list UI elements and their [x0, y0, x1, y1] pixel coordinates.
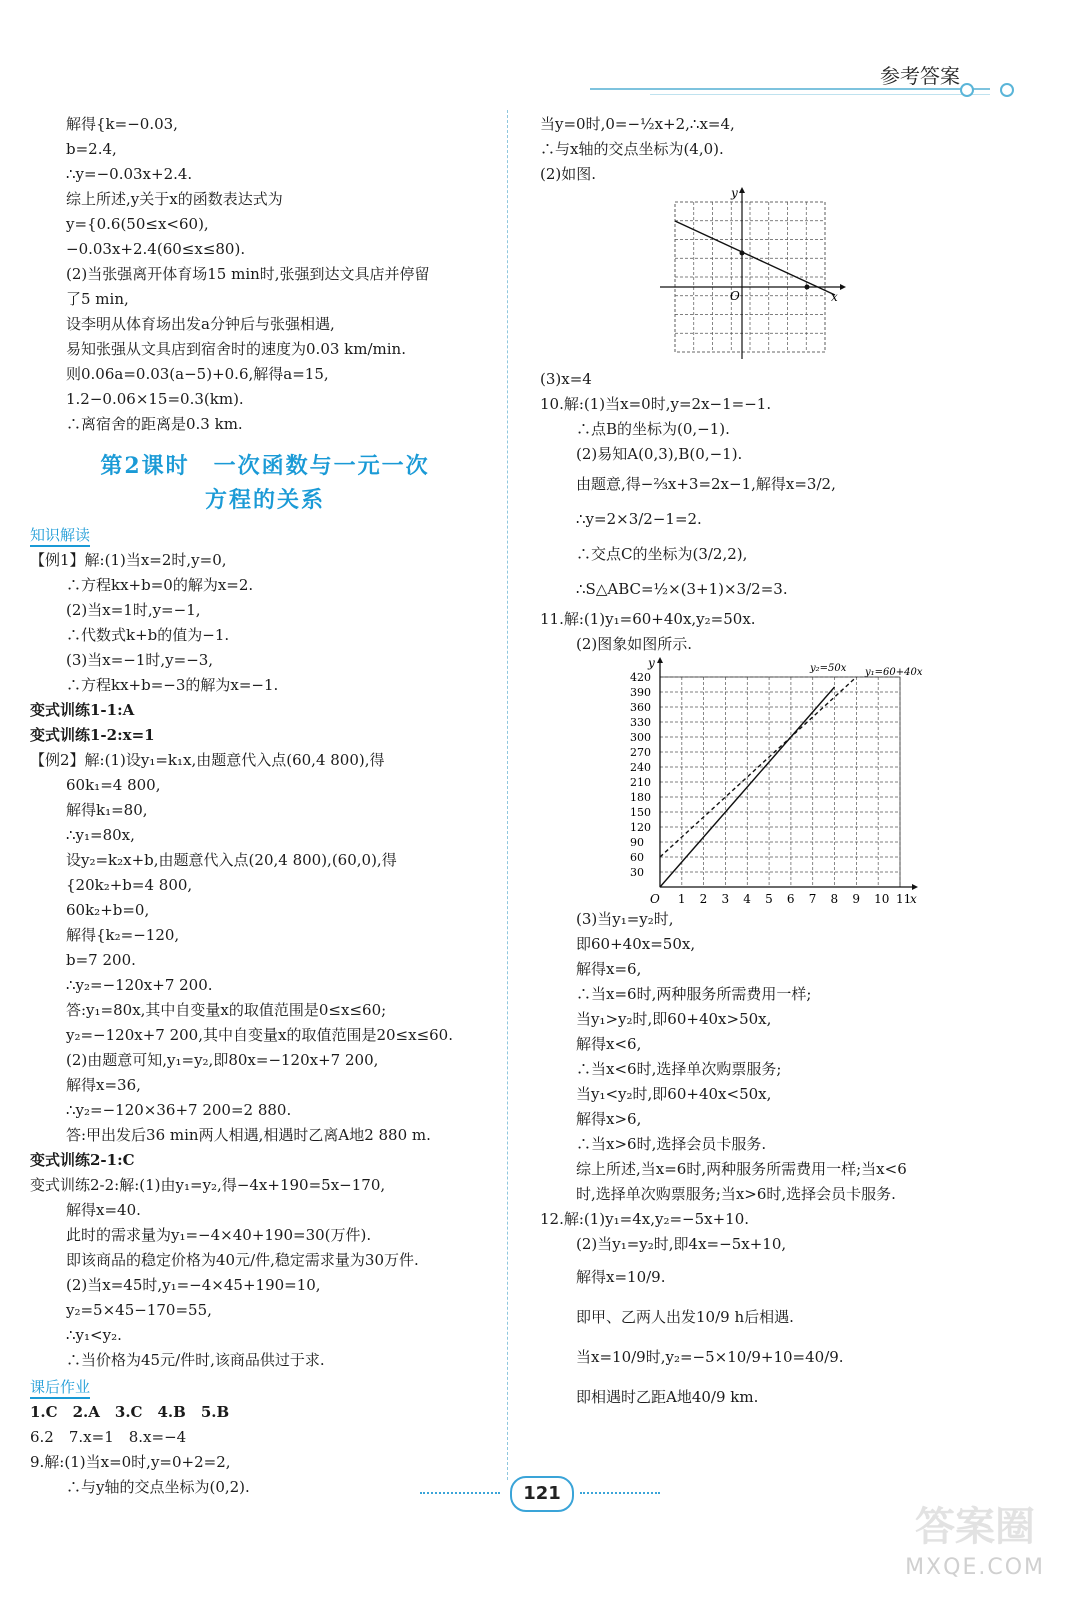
x-tick-label: 5: [765, 892, 773, 906]
text-line: 综上所述,y关于x的函数表达式为: [66, 190, 283, 208]
text-line: ∴当价格为45元/件时,该商品供过于求.: [66, 1351, 325, 1369]
page-number-label: 121: [510, 1476, 574, 1512]
text-line: y₂=−120x+7 200,其中自变量x的取值范围是20≤x≤60.: [66, 1026, 453, 1044]
cost-chart-svg: [615, 657, 935, 907]
text-line: 【例2】解:(1)设y₁=k₁x,由题意代入点(60,4 800),得: [30, 751, 385, 769]
text-line: b=2.4,: [66, 140, 117, 158]
text-line: 即该商品的稳定价格为40元/件,稳定需求量为30万件.: [66, 1251, 419, 1269]
text-line: 60k₂+b=0,: [66, 901, 150, 919]
text-line: 解得x<6,: [576, 1035, 642, 1053]
text-line: 当y₁<y₂时,即60+40x<50x,: [576, 1085, 772, 1103]
text-line: 【例1】解:(1)当x=2时,y=0,: [30, 551, 227, 569]
text-line: ∴与y轴的交点坐标为(0,2).: [66, 1478, 250, 1496]
column-divider: [507, 110, 508, 1480]
text-line: (2)当x=45时,y₁=−4×45+190=10,: [66, 1276, 321, 1294]
legend-label-y1: y₁=60+40x: [865, 667, 923, 678]
origin-label: O: [650, 892, 660, 906]
text-line: ∴离宿舍的距离是0.3 km.: [66, 415, 243, 433]
small-graph-svg: [655, 187, 855, 367]
text-line: (2)图象如图所示.: [576, 635, 693, 653]
text-line: 6.2 7.x=1 8.x=−4: [30, 1428, 187, 1446]
lesson-subtitle: 方程的关系: [204, 487, 325, 513]
text-line: 解得x=36,: [66, 1076, 141, 1094]
text-line: 变式训练1-2:x=1: [30, 726, 155, 744]
text-line: 解得{k₂=−120,: [66, 926, 180, 944]
text-line: 当x=10/9时,y₂=−5×10/9+10=40/9.: [576, 1348, 844, 1366]
text-line: ∴y₁<y₂.: [66, 1326, 122, 1344]
text-line: ∴当x=6时,两种服务所需费用一样;: [576, 985, 812, 1003]
text-line: ∴点B的坐标为(0,−1).: [576, 420, 730, 438]
text-line: (2)由题意可知,y₁=y₂,即80x=−120x+7 200,: [66, 1051, 379, 1069]
y-axis-label: y: [648, 657, 655, 670]
y-tick-label: 210: [630, 776, 651, 789]
text-line: 则0.06a=0.03(a−5)+0.6,解得a=15,: [66, 365, 329, 383]
text-line: (2)如图.: [540, 165, 597, 183]
text-line: 10.解:(1)当x=0时,y=2x−1=−1.: [540, 395, 772, 413]
x-axis-label: x: [910, 892, 917, 906]
y-tick-label: 150: [630, 806, 651, 819]
header-rule: [590, 88, 990, 90]
text-line: 变式训练2-2:解:(1)由y₁=y₂,得−4x+190=5x−170,: [30, 1176, 386, 1194]
text-line: 答:甲出发后36 min两人相遇,相遇时乙离A地2 880 m.: [66, 1126, 431, 1144]
text-line: 设y₂=k₂x+b,由题意代入点(20,4 800),(60,0),得: [66, 851, 397, 869]
text-line: 解得x=10/9.: [576, 1268, 666, 1286]
cost-chart: [540, 657, 1045, 907]
header-rule-thin: [650, 94, 990, 95]
y-tick-label: 180: [630, 791, 651, 804]
watermark-logo: 答案圈: [915, 1504, 1035, 1550]
text-line: 设李明从体育场出发a分钟后与张强相遇,: [66, 315, 335, 333]
y-tick-label: 300: [630, 731, 651, 744]
y-tick-label: 390: [630, 686, 651, 699]
y-tick-label: 60: [630, 851, 644, 864]
x-tick-label: 6: [786, 892, 795, 906]
y-axis-label: y: [731, 187, 738, 200]
text-line: (3)当y₁=y₂时,: [576, 910, 674, 928]
text-line: 了5 min,: [66, 290, 129, 308]
text-line: 易知张强从文具店到宿舍时的速度为0.03 km/min.: [66, 340, 406, 358]
y-tick-label: 30: [630, 866, 644, 879]
text-line: (3)当x=−1时,y=−3,: [66, 651, 214, 669]
text-line: ∴代数式k+b的值为−1.: [66, 626, 230, 644]
text-line: 变式训练2-1:C: [30, 1151, 135, 1169]
text-line: 1.C 2.A 3.C 4.B 5.B: [30, 1403, 230, 1421]
legend-label-y2: y₂=50x: [810, 663, 847, 674]
text-line: ∴当x>6时,选择会员卡服务.: [576, 1135, 767, 1153]
text-line: 即相遇时乙距A地40/9 km.: [576, 1388, 759, 1406]
y-tick-label: 240: [630, 761, 651, 774]
page-number-dots-right: [580, 1492, 660, 1494]
x-axis-arrow-icon: [912, 884, 918, 890]
text-line: ∴y=2×3/2−1=2.: [576, 510, 702, 528]
x-tick-label: 1: [677, 892, 686, 906]
text-line: ∴S△ABC=½×(3+1)×3/2=3.: [576, 580, 788, 598]
x-axis-label: x: [831, 290, 838, 304]
x-tick-label: 7: [808, 892, 817, 906]
x-tick-label: 11: [896, 892, 912, 906]
text-line: ∴y₂=−120×36+7 200=2 880.: [66, 1101, 292, 1119]
y-tick-label: 330: [630, 716, 651, 729]
page-header: [590, 58, 1050, 108]
y-axis-arrow-icon: [739, 187, 745, 193]
right-column: [540, 112, 1045, 1417]
x-tick-label: 2: [699, 892, 708, 906]
text-line: 12.解:(1)y₁=4x,y₂=−5x+10.: [540, 1210, 750, 1228]
y-axis-arrow-icon: [657, 657, 663, 663]
watermark-text: MXQE.COM: [905, 1555, 1045, 1580]
text-line: 解得{k=−0.03,: [66, 115, 178, 133]
text-line: −0.03x+2.4(60≤x≤80).: [66, 240, 246, 258]
text-line: (3)x=4: [540, 370, 592, 388]
y-tick-label: 420: [630, 671, 651, 684]
y-tick-label: 270: [630, 746, 651, 759]
text-line: ∴交点C的坐标为(3/2,2),: [576, 545, 748, 563]
left-column: [30, 112, 500, 1500]
origin-label: O: [730, 289, 740, 303]
text-line: 9.解:(1)当x=0时,y=0+2=2,: [30, 1453, 231, 1471]
text-line: ∴y=−0.03x+2.4.: [66, 165, 193, 183]
text-line: y={0.6(50≤x<60),: [66, 215, 209, 233]
page-number: [410, 1476, 670, 1510]
text-line: 解得x=40.: [66, 1201, 141, 1219]
text-line: 解得x=6,: [576, 960, 642, 978]
y-tick-label: 360: [630, 701, 651, 714]
x-tick-label: 9: [852, 892, 861, 906]
y-intercept-point: [740, 251, 745, 256]
text-line: 当y=0时,0=−½x+2,∴x=4,: [540, 115, 735, 133]
text-line: ∴方程kx+b=−3的解为x=−1.: [66, 676, 279, 694]
header-circle-icon: [1000, 83, 1014, 97]
text-line: 时,选择单次购票服务;当x>6时,选择会员卡服务.: [576, 1185, 896, 1203]
small-graph: [540, 187, 1045, 367]
lesson-title: 第2课时 一次函数与一元一次: [100, 453, 430, 479]
text-line: 即60+40x=50x,: [576, 935, 696, 953]
text-line: 综上所述,当x=6时,两种服务所需费用一样;当x<6: [576, 1160, 907, 1178]
text-line: 由题意,得−⅔x+3=2x−1,解得x=3/2,: [576, 475, 836, 493]
y-tick-label: 90: [630, 836, 644, 849]
text-line: 解得x>6,: [576, 1110, 642, 1128]
x-intercept-point: [805, 285, 810, 290]
text-line: 变式训练1-1:A: [30, 701, 135, 719]
text-line: y₂=5×45−170=55,: [66, 1301, 212, 1319]
text-line: (2)当y₁=y₂时,即4x=−5x+10,: [576, 1235, 787, 1253]
text-line: 60k₁=4 800,: [66, 776, 161, 794]
text-line: ∴当x<6时,选择单次购票服务;: [576, 1060, 782, 1078]
text-line: 解得k₁=80,: [66, 801, 148, 819]
header-circle-icon: [960, 83, 974, 97]
y-tick-label: 120: [630, 821, 651, 834]
text-line: b=7 200.: [66, 951, 136, 969]
text-line: 1.2−0.06×15=0.3(km).: [66, 390, 244, 408]
page-number-dots-left: [420, 1492, 500, 1494]
header-title: 参考答案: [880, 64, 960, 88]
x-axis-arrow-icon: [840, 284, 846, 290]
text-line: (2)当张强离开体育场15 min时,张强到达文具店并停留: [66, 265, 430, 283]
x-tick-label: 4: [743, 892, 751, 906]
section-heading-homework: 课后作业: [30, 1377, 90, 1399]
text-line: 此时的需求量为y₁=−4×40+190=30(万件).: [66, 1226, 372, 1244]
text-line: ∴y₂=−120x+7 200.: [66, 976, 213, 994]
section-heading-knowledge: 知识解读: [30, 525, 90, 547]
text-line: ∴y₁=80x,: [66, 826, 135, 844]
x-tick-label: 10: [874, 892, 890, 906]
text-line: (2)易知A(0,3),B(0,−1).: [576, 445, 743, 463]
text-line: 即甲、乙两人出发10/9 h后相遇.: [576, 1308, 794, 1326]
text-line: ∴与x轴的交点坐标为(4,0).: [540, 140, 724, 158]
x-tick-label: 3: [721, 892, 730, 906]
text-line: ∴方程kx+b=0的解为x=2.: [66, 576, 254, 594]
text-line: 答:y₁=80x,其中自变量x的取值范围是0≤x≤60;: [66, 1001, 387, 1019]
text-line: 11.解:(1)y₁=60+40x,y₂=50x.: [540, 610, 756, 628]
x-tick-label: 8: [830, 892, 839, 906]
text-line: (2)当x=1时,y=−1,: [66, 601, 201, 619]
text-line: {20k₂+b=4 800,: [66, 876, 193, 894]
text-line: 当y₁>y₂时,即60+40x>50x,: [576, 1010, 772, 1028]
